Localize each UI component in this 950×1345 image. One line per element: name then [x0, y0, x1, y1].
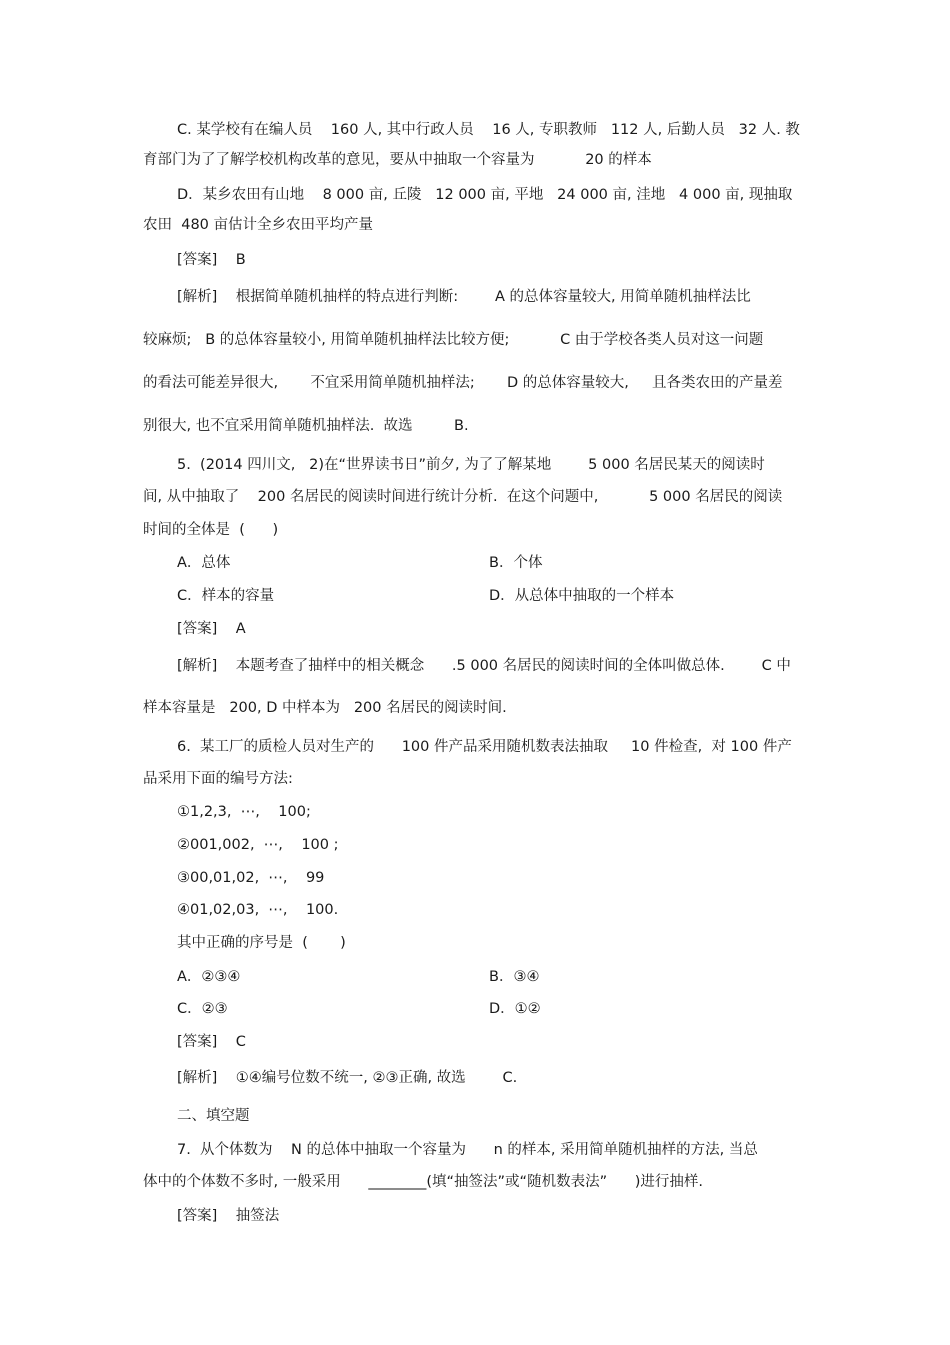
answer-7: [答案] 抽签法	[177, 1208, 280, 1224]
numbering-method-1: ①1,2,3, ⋯, 100;	[177, 804, 311, 820]
q6-option-c: C．②③	[177, 1001, 228, 1017]
question-5-line-3: 时间的全体是 ( )	[143, 522, 279, 538]
question-6-line-2: 品采用下面的编号方法:	[143, 771, 293, 787]
question-7-line-1: 7. 从个体数为 N 的总体中抽取一个容量为 n 的样本, 采用简单随机抽样的方法, 当总	[177, 1142, 758, 1158]
question-5-line-2: 间, 从中抽取了 200 名居民的阅读时间进行统计分析. 在这个问题中, 5 000 名居民的阅读	[143, 489, 783, 505]
option-c-line-1: C. 某学校有在编人员 160 人, 其中行政人员 16 人, 专职教师 112 人, 后勤人员 32 人. 教	[177, 122, 800, 138]
q5-option-c: C．样本的容量	[177, 588, 275, 604]
q6-option-d: D．①②	[489, 1001, 541, 1017]
option-d-line-1: D．某乡农田有山地 8 000 亩, 丘陵 12 000 亩, 平地 24 000 亩, 洼地 4 000 亩, 现抽取	[177, 187, 793, 203]
answer-6: [答案] C	[177, 1034, 246, 1050]
question-5-line-1: 5. (2014 四川文, 2)在“世界读书日”前夕, 为了了解某地 5 000 名居民某天的阅读时	[177, 457, 765, 473]
analysis-4-line-1: [解析] 根据简单随机抽样的特点进行判断: A 的总体容量较大, 用简单随机抽样法比	[177, 289, 751, 305]
q6-option-a: A．②③④	[177, 969, 241, 985]
numbering-method-2: ②001,002, ⋯, 100 ;	[177, 837, 339, 853]
analysis-6: [解析] ①④编号位数不统一, ②③正确, 故选 C.	[177, 1070, 518, 1086]
analysis-4-line-2: 较麻烦; B 的总体容量较小, 用简单随机抽样法比较方便; C 由于学校各类人员对这一问题	[143, 332, 764, 348]
question-6-line-1: 6. 某工厂的质检人员对生产的 100 件产品采用随机数表法抽取 10 件检查, 对 100 件产	[177, 739, 792, 755]
section-heading: 二、填空题	[177, 1108, 250, 1124]
option-d-line-2: 农田 480 亩估计全乡农田平均产量	[143, 217, 374, 233]
answer-5: [答案] A	[177, 621, 246, 637]
q5-option-a: A．总体	[177, 555, 231, 571]
analysis-4-line-3: 的看法可能差异很大, 不宜采用简单随机抽样法; D 的总体容量较大, 且各类农田的产量差	[143, 375, 783, 391]
analysis-5-line-1: [解析] 本题考查了抽样中的相关概念 .5 000 名居民的阅读时间的全体叫做总体. C 中	[177, 658, 791, 674]
question-7-line-2: 体中的个体数不多时, 一般采用 ________(填“抽签法”或“随机数表法” )进行抽样.	[143, 1174, 703, 1190]
analysis-4-line-4: 别很大, 也不宜采用简单随机抽样法. 故选 B.	[143, 418, 469, 434]
analysis-5-line-2: 样本容量是 200, D 中样本为 200 名居民的阅读时间.	[143, 700, 507, 716]
numbering-method-3: ③00,01,02, ⋯, 99	[177, 870, 325, 886]
numbering-method-4: ④01,02,03, ⋯, 100.	[177, 902, 339, 918]
q6-option-b: B．③④	[489, 969, 540, 985]
option-c-line-2: 育部门为了了解学校机构改革的意见，要从中抽取一个容量为 20 的样本	[143, 152, 652, 168]
q5-option-b: B．个体	[489, 555, 543, 571]
question-6-prompt: 其中正确的序号是 ( )	[177, 935, 346, 951]
q5-option-d: D．从总体中抽取的一个样本	[489, 588, 675, 604]
answer-4: [答案] B	[177, 252, 246, 268]
